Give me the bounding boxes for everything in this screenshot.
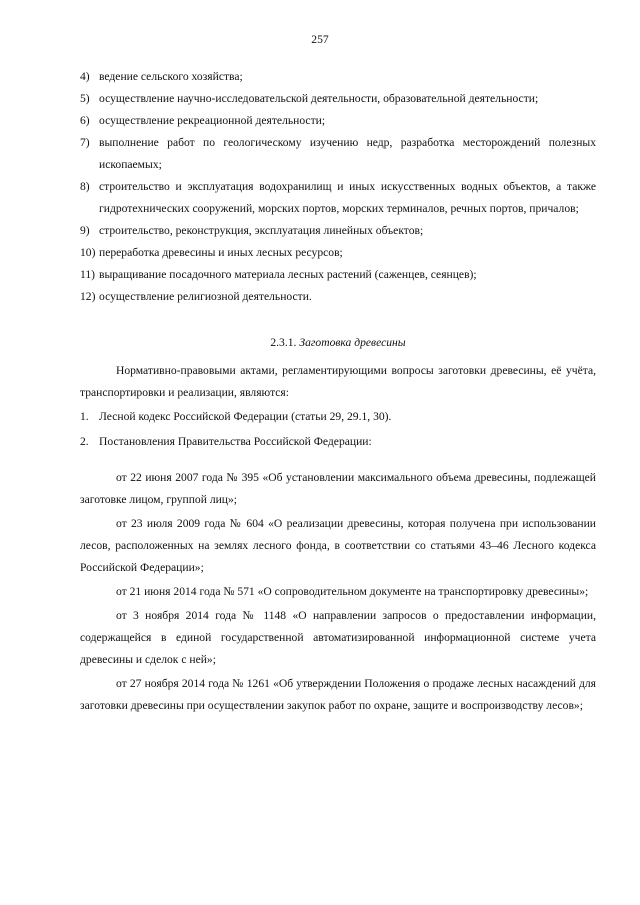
list-item-number: 12): [80, 290, 96, 303]
list-item-number: 5): [80, 92, 90, 105]
page-number: 257: [311, 33, 329, 46]
list-item-number: 10): [80, 246, 96, 259]
page-content: [80, 66, 596, 719]
list-item: [80, 220, 596, 242]
decree-paragraph: от 21 июня 2014 года № 571 «О сопроводительном документе на транспортировку древесины»;: [116, 585, 589, 598]
list-item-number: 4): [80, 70, 90, 83]
list-item: [80, 431, 596, 453]
list-item-number: 9): [80, 224, 90, 237]
activity-list: [80, 66, 596, 308]
decree-paragraph: от 27 ноября 2014 года № 1261 «Об утверждении Положения о продаже лесных насаждений для заготовки древесины при осуществлении закупок работ по охране, защите и воспроизводству лесов»;: [80, 677, 596, 712]
list-item-text: ведение сельского хозяйства;: [99, 70, 243, 83]
list-item-number: 11): [80, 268, 96, 281]
list-item-number: 7): [80, 136, 90, 149]
list-item-number: 8): [80, 180, 90, 193]
decree-list: [80, 467, 596, 717]
list-item-text: выполнение работ по геологическому изучению недр, разработка месторождений полезных ископаемых;: [99, 136, 596, 171]
list-item-number: 1.: [80, 410, 89, 423]
list-item-text: строительство и эксплуатация водохранилищ и иных искусственных водных объектов, а также гидротехнических сооружений, морских портов, морских терминалов, речных портов, причалов;: [99, 180, 596, 215]
list-item-text: переработка древесины и иных лесных ресурсов;: [99, 246, 343, 259]
list-item-text: осуществление рекреационной деятельности;: [99, 114, 326, 127]
section-heading: [80, 332, 596, 354]
list-item-text: осуществление научно-исследовательской деятельности, образовательной деятельности;: [99, 92, 539, 105]
list-item: [80, 406, 596, 428]
list-item: [80, 176, 596, 220]
list-item-number: 2.: [80, 435, 89, 448]
list-item: [80, 286, 596, 308]
list-item: [80, 88, 596, 110]
decree-paragraph: от 3 ноября 2014 года № 1148 «О направлении запросов о предоставлении информации, содержащейся в единой государственной автоматизированной информационной системе учета древесины и сделок с ней»;: [80, 609, 596, 666]
list-item: [80, 264, 596, 286]
list-item-text: Постановления Правительства Российской Федерации:: [99, 435, 372, 448]
list-item-number: 6): [80, 114, 90, 127]
list-item-text: осуществление религиозной деятельности.: [99, 290, 312, 303]
section-title: Заготовка древесины: [299, 336, 406, 349]
list-item: [80, 110, 596, 132]
section-number: 2.3.1.: [270, 336, 297, 349]
list-item: [80, 66, 596, 88]
intro-paragraph: Нормативно-правовыми актами, регламентирующими вопросы заготовки древесины, её учёта, транспортировки и реализации, являются:: [80, 364, 596, 399]
decree-paragraph: от 22 июня 2007 года № 395 «Об установлении максимального объема древесины, подлежащей заготовке лицом, группой лиц»;: [80, 471, 596, 506]
list-item-text: выращивание посадочного материала лесных растений (саженцев, сеянцев);: [99, 268, 477, 281]
list-item: [80, 242, 596, 264]
list-item-text: строительство, реконструкция, эксплуатация линейных объектов;: [99, 224, 424, 237]
decree-paragraph: от 23 июля 2009 года № 604 «О реализации древесины, которая получена при использовании лесов, расположенных на землях лесного фонда, в соответствии со статьями 43–46 Лесного кодекса Российской Федерации»;: [80, 517, 596, 574]
list-item-text: Лесной кодекс Российской Федерации (статьи 29, 29.1, 30).: [99, 410, 392, 423]
law-list: [80, 406, 596, 453]
list-item: [80, 132, 596, 176]
